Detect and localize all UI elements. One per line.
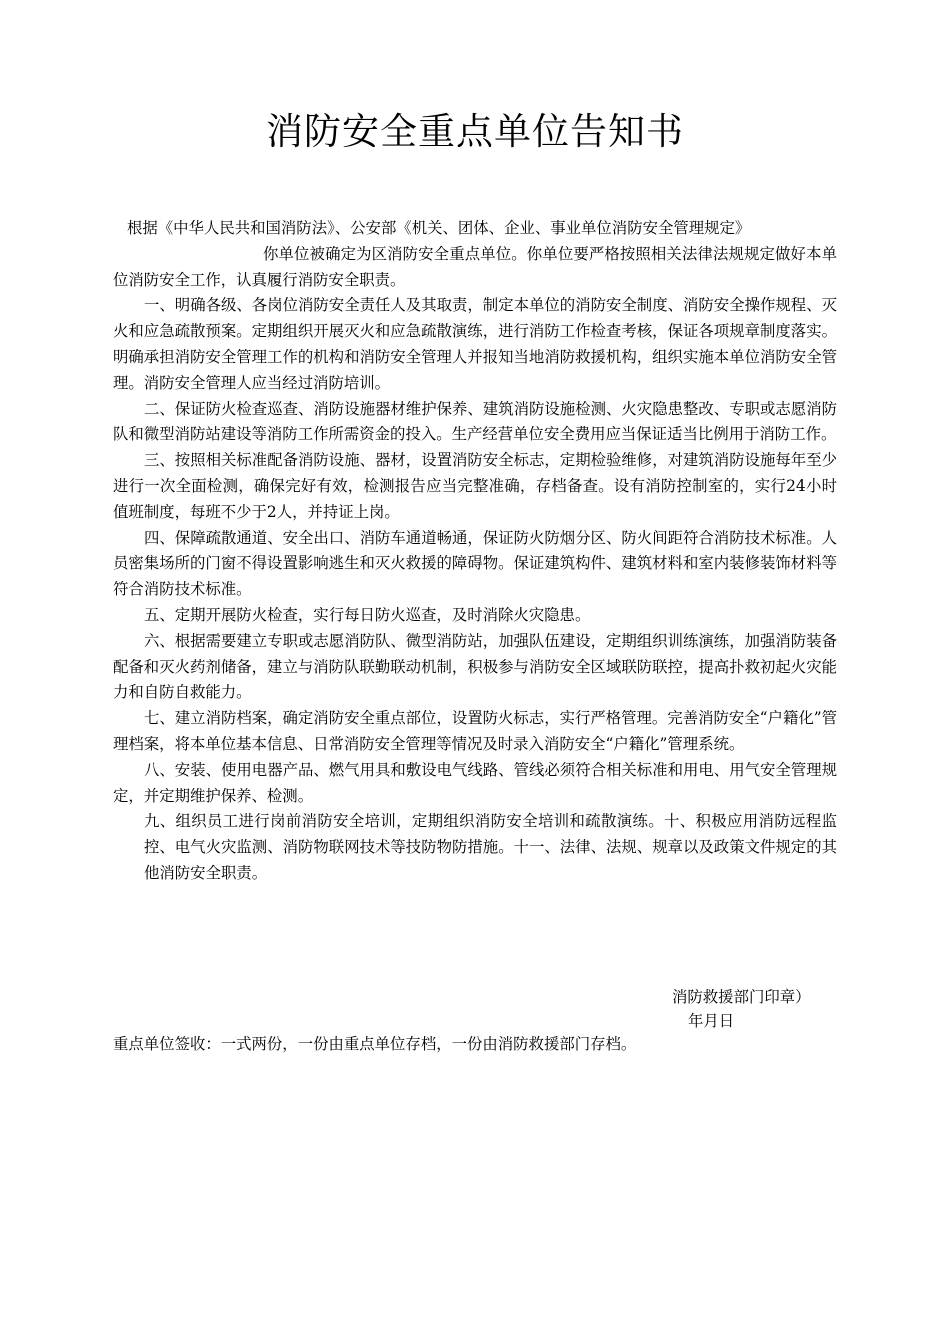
document-body xyxy=(113,216,837,887)
duty-item-4: 四、保障疏散通道、安全出口、消防车通道畅通，保证防火防烟分区、防火间距符合消防技术标准。人员密集场所的门窗不得设置影响逃生和灭火救援的障碍物。保证建筑构件、建筑材料和室内装修装饰材料等符合消防技术标准。 xyxy=(113,528,837,599)
duty-item-5: 五、定期开展防火检查，实行每日防火巡查，及时消除火灾隐患。 xyxy=(144,605,591,624)
duty-item-6: 六、根据需要建立专职或志愿消防队、微型消防站，加强队伍建设，定期组织训练演练，加强消防装备配备和灭火药剂储备，建立与消防队联勤联动机制，积极参与消防安全区域联防联控，提高扑救初起火灾能力和自防自救能力。 xyxy=(113,631,837,702)
date-label: 年月日 xyxy=(688,1012,735,1030)
duty-item-1: 一、明确各级、各岗位消防安全责任人及其取责，制定本单位的消防安全制度、消防安全操作规程、灭火和应急疏散预案。定期组织开展灭火和应急疏散演练，进行消防工作检查考核，保证各项规章制度落实。明确承担消防安全管理工作的机构和消防安全管理人并报知当地消防救援机构，组织实施本单位消防安全管理。消防安全管理人应当经过消防培训。 xyxy=(113,296,837,392)
intro-paragraph-line2: 你单位被确定为区消防安全重点单位。你单位要严格按照相关法律法规规定做好本单位消防安全工作，认真履行消防安全职责。 xyxy=(113,244,837,289)
duty-item-3: 三、按照相关标准配备消防设施、器材，设置消防安全标志，定期检验维修，对建筑消防设施每年至少进行一次全面检测，确保完好有效，检测报告应当完整准确，存档备查。设有消防控制室的，实行24小时值班制度，每班不少于2人，并持证上岗。 xyxy=(113,451,837,521)
intro-paragraph-line1: 根据《中华人民共和国消防法》、公安部《机关、团体、企业、事业单位消防安全管理规定》 xyxy=(127,219,751,237)
duty-item-8: 八、安装、使用电器产品、燃气用具和敷设电气线路、管线必须符合相关标准和用电、用气安全管理规定，并定期维护保养、检测。 xyxy=(113,760,837,805)
duty-item-9-11: 九、组织员工进行岗前消防安全培训，定期组织消防安全培训和疏散演练。十、积极应用消防远程监控、电气火灾监测、消防物联网技术等技防物防措施。十一、法律、法规、规章以及政策文件规定的其他消防安全职责。 xyxy=(144,812,837,882)
document-title: 消防安全重点单位告知书 xyxy=(266,110,684,153)
stamp-label: 消防救援部门印章） xyxy=(672,988,811,1006)
duty-item-7: 七、建立消防档案，确定消防安全重点部位，设置防火标志，实行严格管理。完善消防安全“户籍化”管理档案，将本单位基本信息、日常消防安全管理等情况及时录入消防安全“户籍化”管理系统。 xyxy=(113,709,837,753)
receipt-line: 重点单位签收：一式两份，一份由重点单位存档，一份由消防救援部门存档。 xyxy=(113,1035,637,1053)
duty-item-2: 二、保证防火检查巡查、消防设施器材维护保养、建筑消防设施检测、火灾隐患整改、专职或志愿消防队和微型消防站建设等消防工作所需资金的投入。生产经营单位安全费用应当保证适当比例用于消防工作。 xyxy=(113,399,837,444)
